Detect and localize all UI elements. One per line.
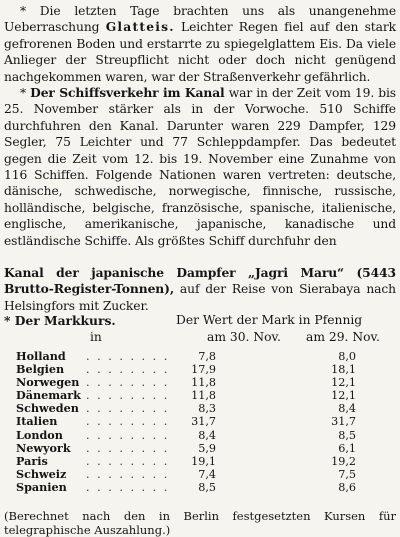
value-29-nov: 31,7 xyxy=(331,415,356,428)
table-row xyxy=(16,481,396,494)
leader-dots: . . . . . . . . xyxy=(86,350,169,363)
table-row xyxy=(16,455,396,468)
country-name: Norwegen xyxy=(16,376,79,389)
country-name: Newyork xyxy=(16,442,71,455)
dampfer-text: auf der Reise von Sierabaya nach Helsingfors mit Zucker. xyxy=(4,282,396,312)
table-row xyxy=(16,402,396,415)
country-name: Schweden xyxy=(16,402,79,415)
dampfer-heading: Kanal der japanische Dampfer „Jagri Maru“ (5443 Brutto-Register-Tonnen), xyxy=(4,265,396,296)
date-29-nov: am 29. Nov. xyxy=(306,330,380,344)
markkurs-table xyxy=(16,350,396,494)
table-row xyxy=(16,350,396,363)
value-29-nov: 8,0 xyxy=(338,350,356,363)
value-30-nov: 11,8 xyxy=(191,389,216,402)
value-30-nov: 11,8 xyxy=(191,376,216,389)
leader-dots: . . . . . . . . xyxy=(86,415,169,428)
country-name: London xyxy=(16,429,63,442)
value-29-nov: 12,1 xyxy=(331,376,356,389)
table-row xyxy=(16,442,396,455)
value-30-nov: 8,5 xyxy=(198,481,216,494)
value-29-nov: 8,4 xyxy=(338,402,356,415)
table-row xyxy=(16,468,396,481)
table-row xyxy=(16,415,396,428)
country-name: Italien xyxy=(16,415,57,428)
value-29-nov: 19,2 xyxy=(331,455,356,468)
value-30-nov: 19,1 xyxy=(191,455,216,468)
column-in-label: in xyxy=(90,330,102,344)
dampfer-paragraph xyxy=(4,265,396,314)
value-29-nov: 8,5 xyxy=(338,429,356,442)
value-30-nov: 17,9 xyxy=(191,363,216,376)
value-29-nov: 18,1 xyxy=(331,363,356,376)
markkurs-title: * Der Markkurs. xyxy=(4,313,116,328)
value-30-nov: 31,7 xyxy=(191,415,216,428)
country-name: Spanien xyxy=(16,481,67,494)
value-30-nov: 7,8 xyxy=(198,350,216,363)
country-name: Holland xyxy=(16,350,66,363)
country-name: Belgien xyxy=(16,363,64,376)
value-29-nov: 8,6 xyxy=(338,481,356,494)
country-name: Dänemark xyxy=(16,389,81,402)
leader-dots: . . . . . . . . xyxy=(86,429,169,442)
leader-dots: . . . . . . . . xyxy=(86,376,169,389)
value-29-nov: 7,5 xyxy=(338,468,356,481)
leader-dots: . . . . . . . . xyxy=(86,468,169,481)
value-29-nov: 12,1 xyxy=(331,389,356,402)
leader-dots: . . . . . . . . xyxy=(86,442,169,455)
date-30-nov: am 30. Nov. xyxy=(207,330,281,344)
glatteis-paragraph xyxy=(4,3,396,85)
schiffsverkehr-paragraph xyxy=(4,85,396,249)
leader-dots: . . . . . . . . xyxy=(86,481,169,494)
schiffsverkehr-heading: Der Schiffsverkehr im Kanal xyxy=(30,85,225,100)
value-30-nov: 7,4 xyxy=(198,468,216,481)
markkurs-column-header: Der Wert der Mark in Pfennig xyxy=(176,313,362,327)
glatteis-text: Leichter Regen fiel auf den stark gefrorenen Boden und erstarrte zu spiegelglattem Eis. Da viele Anlieger der Streupflicht nicht oder doch nicht genügend nachgekommen waren, war der Straßenverkehr gefährlich. xyxy=(4,20,396,83)
leader-dots: . . . . . . . . xyxy=(86,455,169,468)
leader-dots: . . . . . . . . xyxy=(86,389,169,402)
leader-dots: . . . . . . . . xyxy=(86,402,169,415)
table-row xyxy=(16,429,396,442)
leader-dots: . . . . . . . . xyxy=(86,363,169,376)
glatteis-heading: Glatteis. xyxy=(106,19,175,34)
value-29-nov: 6,1 xyxy=(338,442,356,455)
value-30-nov: 8,3 xyxy=(198,402,216,415)
value-30-nov: 5,9 xyxy=(198,442,216,455)
markkurs-header xyxy=(4,313,396,347)
schiffsverkehr-star: * xyxy=(20,86,26,100)
value-30-nov: 8,4 xyxy=(198,429,216,442)
glatteis-lead: * Die letzten Tage brachten uns als unangenehme Ueberraschung xyxy=(4,4,396,34)
country-name: Schweiz xyxy=(16,468,66,481)
markkurs-footnote: (Berechnet nach den in Berlin festgesetzten Kursen für telegraphische Auszahlung.) xyxy=(4,509,396,537)
schiffsverkehr-text: war in der Zeit vom 19. bis 25. November stärker als in der Vorwoche. 510 Schiffe durchfuhren den Kanal. Darunter waren 229 Dampfer, 129 Segler, 75 Leichter und 77 Schleppdampfer. Das bedeutet gegen die Zeit vom 12. bis 19. November eine Zunahme von 116 Schiffen. Folgende Nationen waren vertreten: deutsche, dänische, schwedische, norwegische, finnische, russische, holländische, belgische, französische, spanische, italienische, englische, amerikanische, japanische, kanadische und estländische Schiffe. Als größtes Schiff durchfuhr den xyxy=(4,86,396,248)
country-name: Paris xyxy=(16,455,48,468)
